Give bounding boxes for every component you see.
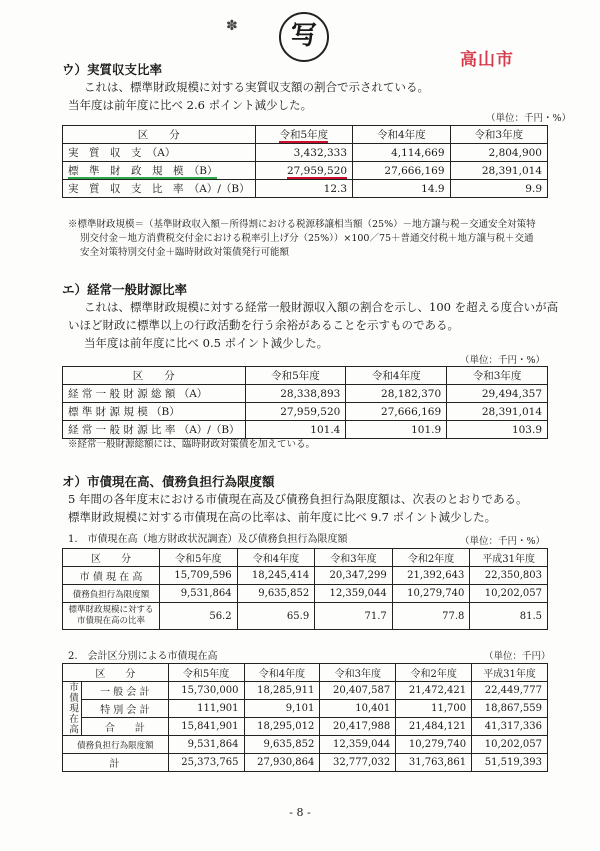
section-e-note: ※経常一般財源総額には、臨時財政対策債を加えている。 [68,439,316,450]
cell: 14.9 [353,180,450,198]
section-u-table [62,125,548,198]
cell: 51,519,393 [472,754,548,772]
header-cell: 令和3年度 [315,549,393,567]
table-row [63,603,548,630]
cell: 11,700 [396,700,472,718]
row-label: 計 [63,754,169,772]
table-header-row [63,664,548,682]
table-row [63,754,548,772]
table-row [63,180,548,198]
section-u-note2: 別交付金－地方消費税交付金における税率引上げ分（25%））×100／75＋普通交付税＋地方譲与税＋交通 [80,233,534,244]
cell: 21,484,121 [396,718,472,736]
cell: 27,959,520 [245,403,346,421]
cell: 4,114,669 [353,144,450,162]
table-row [63,162,548,180]
row-label: 経 常 一 般 財 源 比 率 （A）/（B） [63,421,246,439]
table1-title: 1. 市債現在高（地方財政状況調査）及び債務負担行為限度額 [68,534,348,545]
cell: 18,245,414 [237,567,315,585]
header-cell: 区 分 [63,367,246,385]
cell: 81.5 [470,603,548,630]
header-cell: 令和4年度 [353,126,450,144]
section-o-para1: 5 年間の各年度末における市債現在高及び債務負担行為限度額は、次表のとおりである。 [68,492,528,506]
cell: 29,494,357 [447,385,548,403]
cell: 41,317,336 [472,718,548,736]
row-label: 特 別 会 計 [82,700,169,718]
cell: 18,867,559 [472,700,548,718]
cell: 32,777,032 [320,754,396,772]
cell: 27,666,169 [346,403,447,421]
section-e-table [62,366,548,439]
cell: 3,432,333 [255,144,352,162]
header-cell: 区 分 [63,549,160,567]
cell: 65.9 [237,603,315,630]
section-e-para2: いほど財政に標準以上の行政活動を行う余裕があることを示すものである。 [68,318,459,332]
section-e-para1: これは、標準財政規模に対する経常一般財源収入額の割合を示し、100 を超える度合いが高 [84,300,559,314]
section-e-unit: （単位：千円・%） [460,355,546,366]
cell: 21,392,643 [392,567,470,585]
row-label: 債務負担行為限度額 [63,736,169,754]
row-label: 実 質 収 支 （A） [63,144,256,162]
page-number: - 8 - [289,806,311,819]
cell: 9,635,852 [237,585,315,603]
row-label: 債務負担行為限度額 [63,585,160,603]
table2-unit: （単位：千円） [484,651,551,662]
table2 [62,663,548,772]
cell: 56.2 [160,603,238,630]
row-label: 標準財政規模に対する市債現在高の比率 [63,603,160,630]
cell: 71.7 [315,603,393,630]
cell: 9.9 [450,180,547,198]
table2-title: 2. 会計区分別による市債現在高 [68,651,218,662]
cell: 27,666,169 [353,162,450,180]
table-header-row [63,367,548,385]
cell: 20,347,299 [315,567,393,585]
cell: 15,730,000 [168,682,244,700]
section-u-note3: 安全対策特別交付金＋臨時財政対策債発行可能額 [80,247,290,258]
scan-mark: ✽ [226,18,238,34]
cell: 22,350,803 [470,567,548,585]
header-cell: 平成31年度 [472,664,548,682]
row-label: 一 般 会 計 [82,682,169,700]
header-cell: 平成31年度 [470,549,548,567]
cell: 27,959,520 [255,162,352,180]
cell: 12.3 [255,180,352,198]
section-u-para1: これは、標準財政規模に対する実質収支額の割合で示されている。 [84,80,429,94]
table-row [63,421,548,439]
cell: 18,285,911 [244,682,320,700]
header-cell: 令和3年度 [447,367,548,385]
header-cell: 令和3年度 [320,664,396,682]
header-cell: 令和4年度 [244,664,320,682]
copy-stamp: 写 [279,12,329,62]
table1 [62,548,548,630]
cell: 10,202,057 [470,585,548,603]
row-label: 標 準 財 源 規 模 （B） [63,403,246,421]
row-label: 経 常 一 般 財 源 総 額 （A） [63,385,246,403]
cell: 28,391,014 [447,403,548,421]
table-row [63,585,548,603]
cell: 18,295,012 [244,718,320,736]
header-cell: 令和4年度 [237,549,315,567]
header-cell: 令和2年度 [396,664,472,682]
cell: 10,279,740 [392,585,470,603]
section-o-para2: 標準財政規模に対する市債現在高の比率は、前年度に比べ 9.7 ポイント減少した。 [68,510,497,524]
cell: 21,472,421 [396,682,472,700]
row-label: 市 債 現 在 高 [63,567,160,585]
section-u-para2: 当年度は前年度に比べ 2.6 ポイント減少した。 [68,98,313,112]
header-cell: 令和5年度 [245,367,346,385]
table-row [63,718,548,736]
handwritten-note: 高山市 [460,50,514,70]
header-cell: 区 分 [63,664,169,682]
cell: 28,182,370 [346,385,447,403]
table-header-row [63,549,548,567]
cell: 2,804,900 [450,144,547,162]
row-label: 標 準 財 政 規 模 （B） [63,162,256,180]
header-cell: 令和3年度 [450,126,547,144]
cell: 111,901 [168,700,244,718]
table-row [63,144,548,162]
cell: 25,373,765 [168,754,244,772]
cell: 10,279,740 [396,736,472,754]
cell: 101.4 [245,421,346,439]
header-cell: 令和5年度 [168,664,244,682]
table1-unit: （単位：千円・%） [460,536,546,547]
cell: 28,338,893 [245,385,346,403]
row-label: 実 質 収 支 比 率 （A）/（B） [63,180,256,198]
section-e-para3: 当年度は前年度に比べ 0.5 ポイント減少した。 [84,336,329,350]
table-row [63,682,548,700]
table-row [63,736,548,754]
cell: 9,531,864 [168,736,244,754]
cell: 9,531,864 [160,585,238,603]
cell: 9,635,852 [244,736,320,754]
cell: 15,709,596 [160,567,238,585]
cell: 20,417,988 [320,718,396,736]
cell: 22,449,777 [472,682,548,700]
table-row [63,700,548,718]
cell: 9,101 [244,700,320,718]
header-cell: 令和2年度 [392,549,470,567]
cell: 28,391,014 [450,162,547,180]
cell: 12,359,044 [320,736,396,754]
header-cell: 令和5年度 [160,549,238,567]
header-cell: 令和5年度 [255,126,352,144]
cell: 31,763,861 [396,754,472,772]
cell: 27,930,864 [244,754,320,772]
cell: 10,202,057 [472,736,548,754]
row-label: 合 計 [82,718,169,736]
cell: 10,401 [320,700,396,718]
header-cell: 区 分 [63,126,256,144]
table-row [63,385,548,403]
section-e-title: エ）経常一般財源比率 [62,282,188,297]
cell: 15,841,901 [168,718,244,736]
table-row [63,567,548,585]
section-u-note1: ※標準財政規模＝（基準財政収入額－所得割における税源移譲相当額（25%）－地方譲与税－交通安全対策特 [68,219,536,230]
cell: 12,359,044 [315,585,393,603]
side-label: 市債現在高 [63,682,82,736]
cell: 77.8 [392,603,470,630]
cell: 101.9 [346,421,447,439]
section-u-unit: （単位：千円・%） [486,113,572,124]
header-cell: 令和4年度 [346,367,447,385]
section-u-title: ウ）実質収支比率 [62,62,163,77]
table-row [63,403,548,421]
table-header-row [63,126,548,144]
cell: 103.9 [447,421,548,439]
section-o-title: オ）市債現在高、債務負担行為限度額 [62,474,275,489]
cell: 20,407,587 [320,682,396,700]
